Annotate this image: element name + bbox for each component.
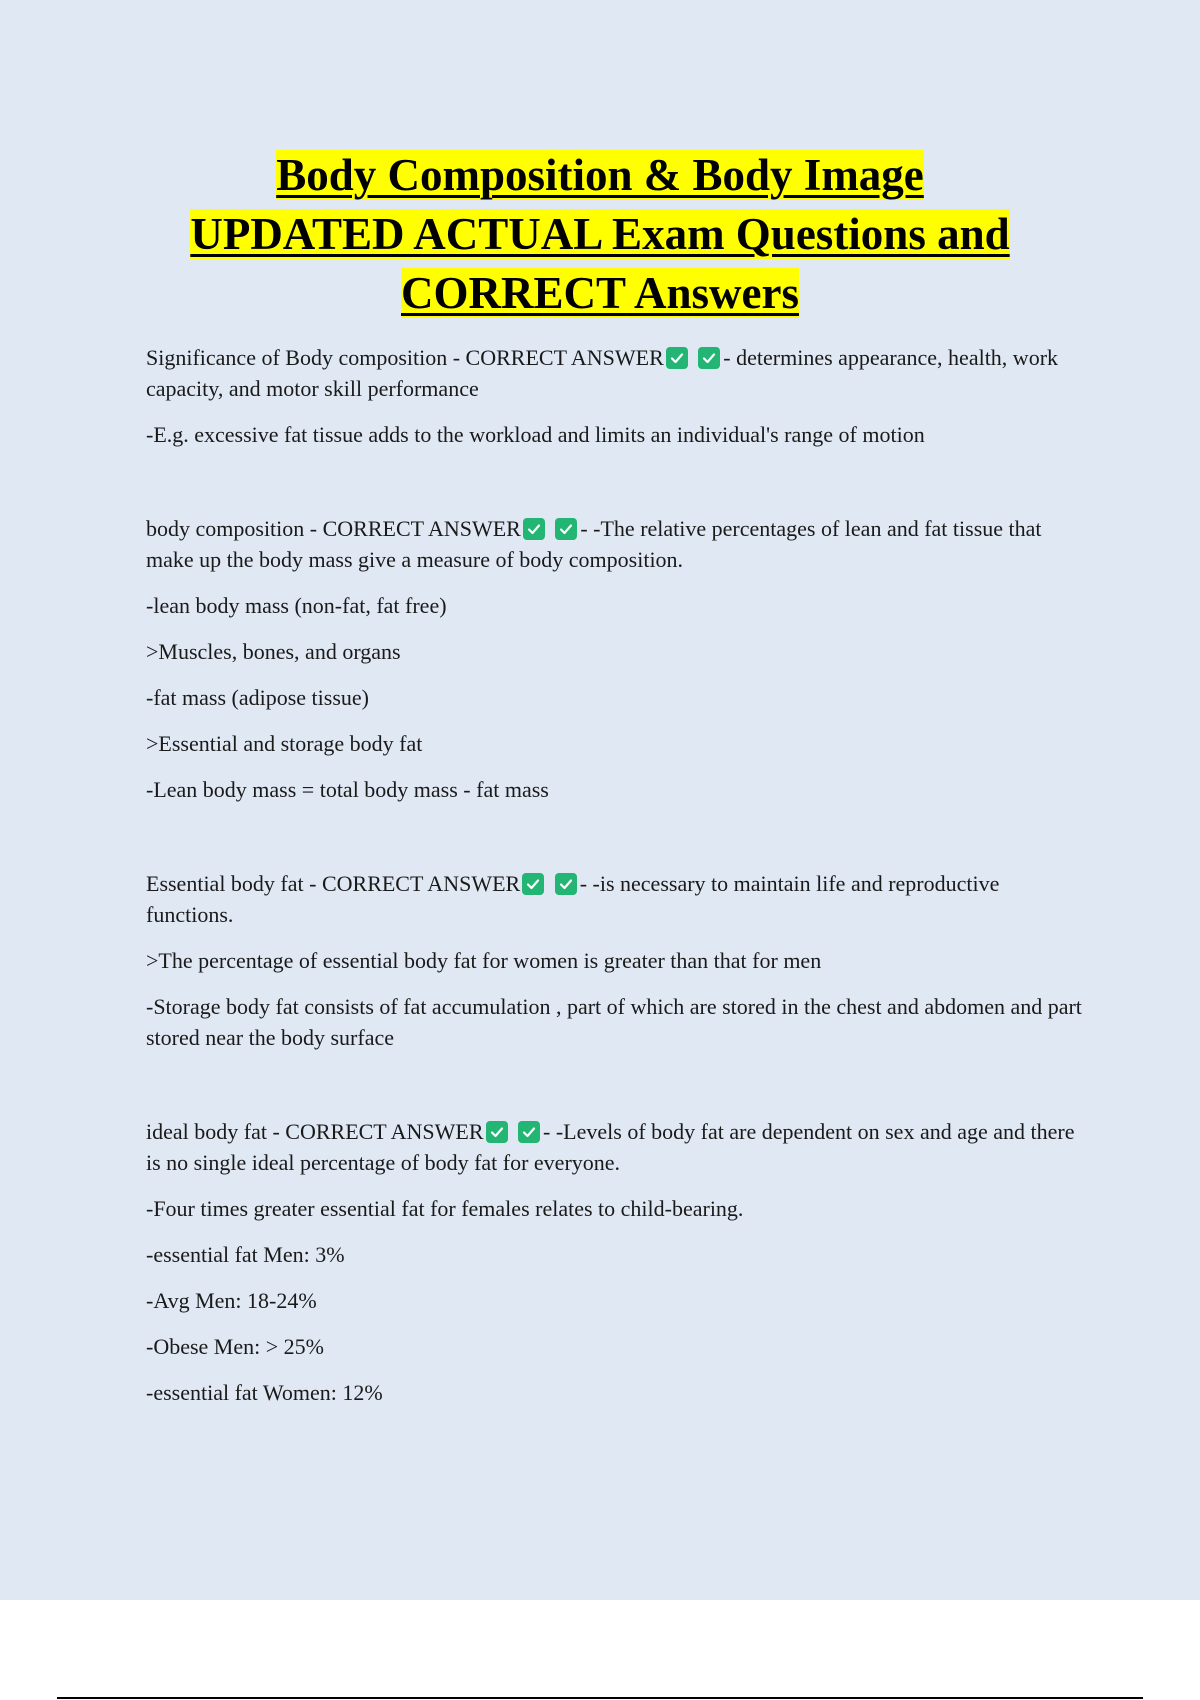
qa-detail-line: -essential fat Women: 12% [146, 1380, 383, 1405]
document-title [100, 146, 1100, 323]
qa-section-ideal-body-fat [146, 1116, 1091, 1408]
qa-content [146, 342, 1091, 1423]
qa-term: body composition - CORRECT ANSWER [146, 516, 521, 541]
qa-term-paragraph [146, 1116, 1091, 1178]
footer-divider [57, 1697, 1143, 1699]
qa-detail-line: -Obese Men: > 25% [146, 1334, 324, 1359]
section-spacer [146, 1068, 1091, 1116]
title-line-1: Body Composition & Body Image [276, 150, 924, 200]
check-box-icon [523, 518, 545, 540]
check-box-icon [555, 873, 577, 895]
qa-term: ideal body fat - CORRECT ANSWER [146, 1119, 484, 1144]
qa-detail-line: >Essential and storage body fat [146, 731, 423, 756]
section-spacer [146, 820, 1091, 868]
title-line-2: UPDATED ACTUAL Exam Questions and [190, 209, 1010, 259]
qa-term: Significance of Body composition - CORRECT ANSWER [146, 345, 664, 370]
qa-answer: - -Levels of body fat are dependent on sex and age and there is no single ideal percentage of body fat for everyone. [146, 1119, 1075, 1175]
section-spacer [146, 465, 1091, 513]
qa-detail-line: -Storage body fat consists of fat accumulation , part of which are stored in the chest and abdomen and part stored near the body surface [146, 994, 1082, 1050]
qa-answer: - -The relative percentages of lean and fat tissue that make up the body mass give a measure of body composition. [146, 516, 1042, 572]
qa-detail-line: -Avg Men: 18-24% [146, 1288, 317, 1313]
qa-term-paragraph [146, 342, 1091, 404]
check-box-icon [486, 1121, 508, 1143]
qa-detail-line: -fat mass (adipose tissue) [146, 685, 369, 710]
qa-section-essential-body-fat [146, 868, 1091, 1053]
check-box-icon [518, 1121, 540, 1143]
qa-term-paragraph [146, 513, 1091, 575]
qa-detail-line: -Four times greater essential fat for females relates to child-bearing. [146, 1196, 744, 1221]
check-box-icon [666, 347, 688, 369]
check-box-icon [698, 347, 720, 369]
qa-detail-line: -Lean body mass = total body mass - fat mass [146, 777, 549, 802]
qa-detail-line: -essential fat Men: 3% [146, 1242, 345, 1267]
qa-detail-line: -lean body mass (non-fat, fat free) [146, 593, 447, 618]
qa-detail-line: >The percentage of essential body fat for women is greater than that for men [146, 948, 822, 973]
qa-answer: - determines appearance, health, work capacity, and motor skill performance [146, 345, 1059, 401]
qa-term-paragraph [146, 868, 1091, 930]
qa-term: Essential body fat - CORRECT ANSWER [146, 871, 521, 896]
qa-section-significance [146, 342, 1091, 450]
check-box-icon [555, 518, 577, 540]
qa-answer: - -is necessary to maintain life and reproductive functions. [146, 871, 1000, 927]
qa-detail-line: -E.g. excessive fat tissue adds to the workload and limits an individual's range of motion [146, 422, 925, 447]
check-box-icon [522, 873, 544, 895]
title-line-3: CORRECT Answers [401, 268, 799, 318]
qa-section-body-composition [146, 513, 1091, 805]
qa-detail-line: >Muscles, bones, and organs [146, 639, 401, 664]
